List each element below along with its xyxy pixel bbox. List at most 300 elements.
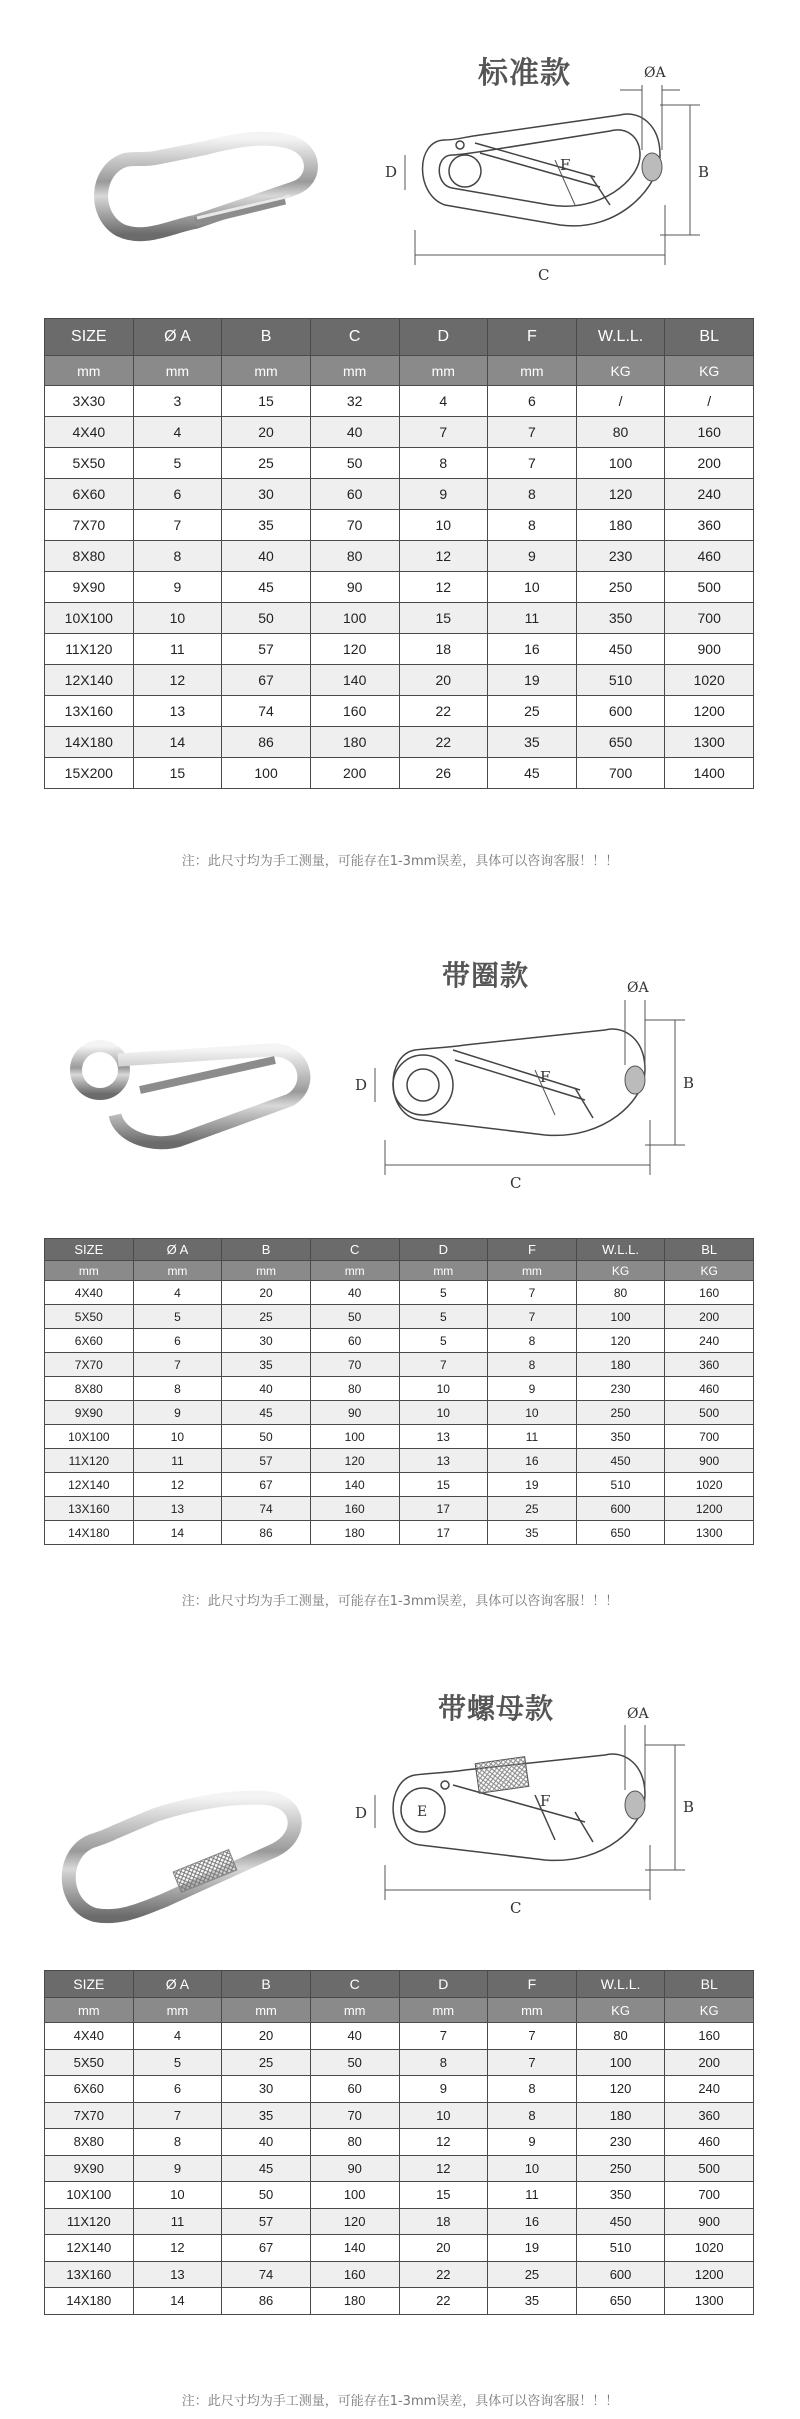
table-row [45,2261,754,2288]
table-cell: 180 [576,2102,665,2129]
table-cell: 50 [222,603,311,634]
table-cell: 4 [133,2023,222,2050]
dim-label-d: D [355,1804,368,1822]
table-cell: 19 [488,1473,577,1497]
table-row [45,603,754,634]
table-cell: 180 [310,1521,399,1545]
dimension-diagram [345,970,735,1210]
table-cell: 4X40 [45,417,134,448]
dim-label-a: ØA [627,1706,649,1722]
table-cell: 900 [665,634,754,665]
table-cell: 7 [399,417,488,448]
table-cell: 9X90 [45,1401,134,1425]
table-row [45,1377,754,1401]
table-units-row [45,1998,754,2023]
dim-label-a: ØA [644,65,666,81]
table-cell: 12 [399,572,488,603]
table-cell: 90 [310,2155,399,2182]
table-cell: 20 [222,2023,311,2050]
table-row [45,479,754,510]
column-unit: KG [576,1261,665,1281]
table-cell: 11 [133,1449,222,1473]
table-cell: 35 [222,1353,311,1377]
table-cell: 6 [133,479,222,510]
column-header: SIZE [45,1239,134,1261]
table-cell: 8 [488,479,577,510]
table-cell: 650 [576,1521,665,1545]
column-header: D [399,319,488,356]
table-cell: 30 [222,479,311,510]
table-cell: 15 [222,386,311,417]
table-cell: 140 [310,2235,399,2262]
dim-label-c: C [510,1899,522,1917]
table-cell: 14 [133,727,222,758]
table-cell: 4 [133,417,222,448]
table-cell: 8 [133,1377,222,1401]
table-row [45,1281,754,1305]
column-header: C [310,1971,399,1998]
table-cell: 8 [488,2102,577,2129]
table-cell: 35 [222,2102,311,2129]
table-cell: 13 [133,2261,222,2288]
table-cell: 8 [488,1353,577,1377]
carabiner-photo [85,130,325,265]
table-cell: 7 [488,2049,577,2076]
table-cell: 5X50 [45,2049,134,2076]
measurement-note: 注：此尺寸均为手工测量，可能存在1-3mm误差，具体可以咨询客服！！！ [181,854,619,869]
table-cell: 100 [576,2049,665,2076]
table-cell: 9 [133,1401,222,1425]
table-cell: 7X70 [45,2102,134,2129]
table-cell: 460 [665,1377,754,1401]
table-cell: 40 [310,417,399,448]
dim-label-f: F [540,1068,551,1086]
table-cell: 10 [399,1401,488,1425]
table-cell: 20 [399,665,488,696]
table-cell: 6X60 [45,479,134,510]
dim-label-f: F [560,156,571,174]
table-cell: 180 [576,510,665,541]
table-cell: 250 [576,1401,665,1425]
table-cell: 90 [310,572,399,603]
table-row [45,417,754,448]
table-cell: 50 [310,448,399,479]
table-cell: 12 [399,2155,488,2182]
column-unit: mm [399,1998,488,2023]
table-cell: 32 [310,386,399,417]
table-cell: 80 [576,417,665,448]
dim-label-b: B [683,1798,695,1816]
table-cell: 10 [399,1377,488,1401]
table-cell: 13X160 [45,1497,134,1521]
table-cell: 250 [576,572,665,603]
table-row [45,1497,754,1521]
table-row [45,2155,754,2182]
column-unit: mm [488,1261,577,1281]
table-cell: 45 [222,1401,311,1425]
table-cell: 450 [576,1449,665,1473]
column-unit: KG [665,1261,754,1281]
table-cell: 1200 [665,696,754,727]
table-cell: 7 [488,448,577,479]
table-cell: 13X160 [45,696,134,727]
table-cell: 20 [222,1281,311,1305]
dimension-diagram [345,1700,735,1930]
dim-label-b: B [683,1074,695,1092]
table-cell: 80 [576,1281,665,1305]
column-unit: mm [45,356,134,386]
dim-label-b: B [698,163,710,181]
table-cell: 9 [399,479,488,510]
table-cell: 25 [488,2261,577,2288]
dim-label-c: C [538,266,550,284]
table-cell: 18 [399,634,488,665]
table-cell: 1020 [665,665,754,696]
column-unit: mm [222,356,311,386]
table-cell: 12X140 [45,1473,134,1497]
table-cell: 1200 [665,2261,754,2288]
dim-label-d: D [385,163,398,181]
table-cell: 230 [576,1377,665,1401]
table-cell: 15 [399,1473,488,1497]
table-cell: 70 [310,510,399,541]
table-cell: 35 [488,727,577,758]
table-cell: 86 [222,2288,311,2315]
table-cell: 3X30 [45,386,134,417]
table-cell: 510 [576,1473,665,1497]
table-cell: 22 [399,2261,488,2288]
table-cell: 9 [133,572,222,603]
table-row [45,696,754,727]
table-cell: 7 [133,510,222,541]
table-cell: 10 [399,510,488,541]
table-cell: 13 [399,1425,488,1449]
table-cell: 160 [310,1497,399,1521]
table-cell: 7 [133,2102,222,2129]
table-cell: 120 [576,1329,665,1353]
table-cell: 40 [222,541,311,572]
table-cell: 74 [222,696,311,727]
dim-label-a: ØA [627,980,649,996]
table-cell: 9 [399,2076,488,2103]
dim-label-e: E [417,1804,428,1820]
table-cell: 12 [133,665,222,696]
table-row [45,2235,754,2262]
spec-table [44,1970,754,2315]
column-header: D [399,1239,488,1261]
table-header-row [45,1971,754,1998]
table-row [45,634,754,665]
column-unit: mm [488,356,577,386]
table-cell: 22 [399,696,488,727]
table-cell: 57 [222,634,311,665]
table-cell: 67 [222,2235,311,2262]
table-cell: 600 [576,1497,665,1521]
dim-label-d: D [355,1076,368,1094]
column-unit: mm [133,1261,222,1281]
table-cell: 35 [488,1521,577,1545]
table-cell: 14X180 [45,2288,134,2315]
table-cell: 7 [488,2023,577,2050]
table-cell: 12X140 [45,2235,134,2262]
table-cell: 8 [399,2049,488,2076]
table-units-row [45,1261,754,1281]
table-row [45,541,754,572]
table-cell: 7X70 [45,510,134,541]
table-cell: 90 [310,1401,399,1425]
table-row [45,2182,754,2209]
table-cell: 200 [665,1305,754,1329]
column-header: BL [665,1971,754,1998]
table-cell: 240 [665,479,754,510]
table-cell: 50 [222,1425,311,1449]
table-cell: 14 [133,1521,222,1545]
table-cell: 45 [222,572,311,603]
table-cell: 650 [576,2288,665,2315]
table-cell: 160 [310,2261,399,2288]
column-unit: mm [222,1261,311,1281]
table-cell: 160 [665,1281,754,1305]
table-row [45,1353,754,1377]
table-cell: 10X100 [45,2182,134,2209]
dim-label-f: F [540,1792,551,1810]
table-cell: 100 [310,2182,399,2209]
table-cell: 10 [133,1425,222,1449]
section-title: 标准款 [478,56,571,91]
table-cell: 74 [222,2261,311,2288]
table-cell: 15 [399,2182,488,2209]
table-cell: 10X100 [45,1425,134,1449]
table-cell: 6X60 [45,1329,134,1353]
table-cell: 15 [133,758,222,789]
table-cell: 500 [665,2155,754,2182]
table-cell: 9X90 [45,572,134,603]
table-cell: 8 [488,2076,577,2103]
table-row [45,1449,754,1473]
table-cell: 35 [488,2288,577,2315]
table-cell: 8 [133,541,222,572]
table-cell: 500 [665,1401,754,1425]
table-cell: 57 [222,1449,311,1473]
table-row [45,1329,754,1353]
table-cell: 11 [133,2208,222,2235]
column-unit: mm [45,1998,134,2023]
table-cell: 160 [665,417,754,448]
table-cell: 500 [665,572,754,603]
column-header: Ø A [133,1971,222,1998]
table-cell: 19 [488,2235,577,2262]
table-cell: 5 [133,2049,222,2076]
table-cell: 600 [576,2261,665,2288]
table-cell: 26 [399,758,488,789]
table-cell: 460 [665,541,754,572]
table-row [45,727,754,758]
table-cell: 35 [222,510,311,541]
table-cell: 16 [488,2208,577,2235]
table-cell: / [576,386,665,417]
table-cell: 7 [399,1353,488,1377]
measurement-note: 注：此尺寸均为手工测量，可能存在1-3mm误差，具体可以咨询客服！！！ [181,2394,619,2409]
table-cell: 80 [310,1377,399,1401]
table-cell: 67 [222,1473,311,1497]
table-cell: 17 [399,1497,488,1521]
column-unit: mm [45,1261,134,1281]
table-row [45,758,754,789]
table-cell: 10 [488,2155,577,2182]
table-cell: 12X140 [45,665,134,696]
table-cell: 450 [576,2208,665,2235]
table-cell: 15 [399,603,488,634]
table-cell: 14 [133,2288,222,2315]
column-unit: mm [488,1998,577,2023]
table-cell: 11 [488,603,577,634]
table-cell: 7 [133,1353,222,1377]
section-eyelet [0,910,800,1610]
table-cell: 160 [310,696,399,727]
table-cell: 11X120 [45,1449,134,1473]
table-cell: 13X160 [45,2261,134,2288]
table-cell: 12 [399,541,488,572]
table-cell: 250 [576,2155,665,2182]
table-cell: 10 [488,1401,577,1425]
table-cell: 50 [310,2049,399,2076]
table-cell: 350 [576,1425,665,1449]
column-header: F [488,1971,577,1998]
table-cell: 22 [399,727,488,758]
table-cell: 1300 [665,2288,754,2315]
table-cell: 6 [488,386,577,417]
table-cell: 10 [133,2182,222,2209]
table-cell: 4X40 [45,2023,134,2050]
column-header: B [222,1971,311,1998]
table-cell: 230 [576,2129,665,2156]
table-cell: 6X60 [45,2076,134,2103]
column-header: B [222,319,311,356]
table-row [45,2102,754,2129]
table-cell: 5 [399,1305,488,1329]
table-cell: 4X40 [45,1281,134,1305]
table-cell: 86 [222,727,311,758]
table-cell: 8X80 [45,1377,134,1401]
table-cell: 160 [665,2023,754,2050]
section-standard [0,0,800,900]
column-unit: KG [576,356,665,386]
table-cell: 9X90 [45,2155,134,2182]
table-cell: 25 [488,696,577,727]
table-cell: 25 [222,1305,311,1329]
table-cell: 1300 [665,727,754,758]
table-cell: 30 [222,1329,311,1353]
table-cell: 17 [399,1521,488,1545]
table-cell: 10 [488,572,577,603]
table-cell: 600 [576,696,665,727]
table-cell: 45 [488,758,577,789]
spec-table [44,318,754,789]
table-cell: 11 [488,2182,577,2209]
table-row [45,1425,754,1449]
table-cell: 45 [222,2155,311,2182]
column-header: Ø A [133,1239,222,1261]
table-cell: 8X80 [45,2129,134,2156]
table-cell: 120 [310,2208,399,2235]
table-cell: 11 [133,634,222,665]
column-header: W.L.L. [576,319,665,356]
table-row [45,1521,754,1545]
table-cell: 100 [310,603,399,634]
column-header: BL [665,1239,754,1261]
table-cell: 200 [665,448,754,479]
table-cell: 100 [576,1305,665,1329]
table-cell: 7X70 [45,1353,134,1377]
table-cell: 650 [576,727,665,758]
table-cell: 140 [310,665,399,696]
table-cell: 8 [488,510,577,541]
table-cell: 9 [488,541,577,572]
column-header: C [310,319,399,356]
table-cell: 18 [399,2208,488,2235]
table-cell: 100 [222,758,311,789]
table-row [45,2076,754,2103]
table-cell: 180 [310,2288,399,2315]
table-cell: 10 [399,2102,488,2129]
table-cell: 7 [488,1281,577,1305]
table-cell: 100 [576,448,665,479]
column-unit: mm [399,356,488,386]
table-cell: 8 [133,2129,222,2156]
table-cell: 30 [222,2076,311,2103]
column-unit: KG [665,356,754,386]
table-cell: 230 [576,541,665,572]
table-cell: 80 [310,2129,399,2156]
table-row [45,2023,754,2050]
column-header: SIZE [45,319,134,356]
table-cell: 350 [576,603,665,634]
table-cell: 40 [310,2023,399,2050]
carabiner-eyelet-photo [60,1030,330,1155]
table-cell: 80 [576,2023,665,2050]
table-cell: 11 [488,1425,577,1449]
table-cell: 7 [488,1305,577,1329]
table-row [45,1401,754,1425]
table-cell: 700 [665,2182,754,2209]
table-cell: 70 [310,2102,399,2129]
section-screw-lock [0,1615,800,2415]
table-cell: 900 [665,1449,754,1473]
table-cell: 25 [222,2049,311,2076]
table-row [45,2288,754,2315]
table-row [45,386,754,417]
table-cell: 10 [133,603,222,634]
table-body [45,1281,754,1545]
column-header: SIZE [45,1971,134,1998]
column-header: BL [665,319,754,356]
column-header: W.L.L. [576,1971,665,1998]
table-cell: 200 [310,758,399,789]
table-cell: 700 [665,603,754,634]
table-cell: 180 [310,727,399,758]
column-unit: KG [665,1998,754,2023]
table-row [45,2208,754,2235]
table-cell: 80 [310,541,399,572]
table-cell: 74 [222,1497,311,1521]
table-cell: 5 [399,1281,488,1305]
table-cell: 11X120 [45,634,134,665]
column-unit: mm [399,1261,488,1281]
table-cell: 40 [310,1281,399,1305]
table-cell: 20 [399,2235,488,2262]
table-cell: 5X50 [45,448,134,479]
table-body [45,2023,754,2315]
